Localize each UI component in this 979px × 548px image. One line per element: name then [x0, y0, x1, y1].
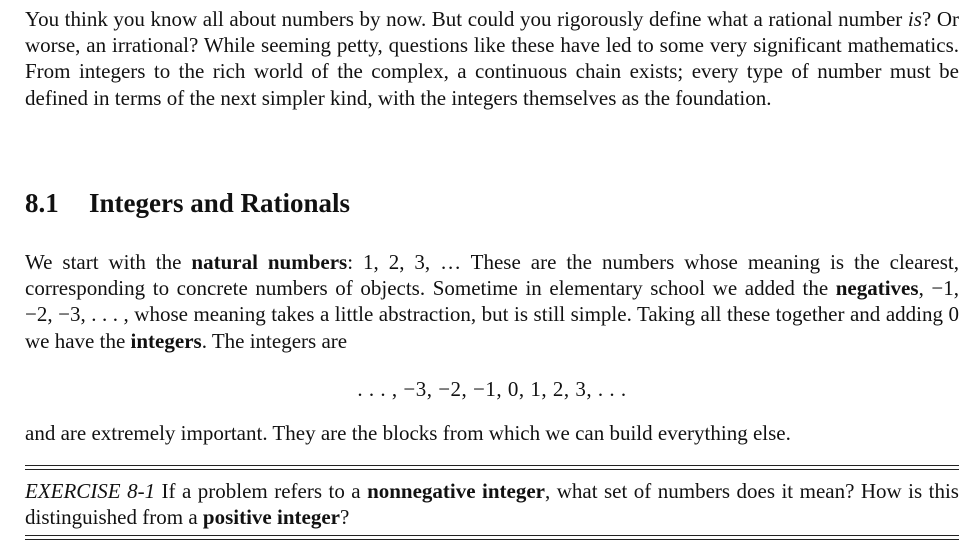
term-positive-integer: positive integer — [202, 505, 340, 530]
term-integers: integers — [130, 328, 202, 353]
building-blocks-paragraph: and are extremely important. They are the blocks from which we can build everything else. — [25, 421, 791, 445]
section-number: 8.1 — [25, 188, 59, 218]
exercise-box — [25, 465, 959, 540]
exercise-text-1: If a problem refers to a — [155, 479, 368, 503]
section-title: Integers and Rationals — [89, 188, 351, 218]
natural-numbers-paragraph — [25, 249, 959, 354]
exercise-text-3: ? — [339, 505, 350, 530]
para2-text-1: We start with the — [25, 250, 192, 274]
exercise-bottom-rule — [25, 535, 959, 540]
intro-paragraph — [25, 6, 959, 111]
para2-text-4: . The integers are — [201, 328, 348, 353]
page — [25, 6, 959, 530]
intro-italic-is: is — [907, 7, 922, 31]
integer-sequence-display: . . . , −3, −2, −1, 0, 1, 2, 3, . . . — [357, 377, 627, 401]
para2-text-3: , −1, −2, −3, . . . , whose meaning takes a little abstraction, but is still simple. Taking all these together and adding 0 we have the — [25, 276, 959, 353]
term-negatives: negatives — [835, 276, 919, 301]
intro-text-2: ? Or worse, an irrational? While seeming petty, questions like these have led to some very significant mathematics. From integers to the rich world of the complex, a continuous chain exists; every type of number must be defined in terms of the next simpler kind, with the integers themselves as the foundation. — [25, 7, 959, 110]
exercise-label: EXERCISE 8-1 — [25, 479, 156, 503]
term-nonnegative-integer: nonnegative integer — [367, 479, 545, 503]
para2-text-2: : 1, 2, 3, … These are the numbers whose meaning is the clearest, corresponding to concrete numbers of objects. Sometime in elementary school we added the — [25, 250, 959, 301]
term-natural-numbers: natural numbers — [191, 250, 348, 274]
intro-text-1: You think you know all about numbers by now. But could you rigorously define what a rational number — [25, 7, 908, 31]
section-heading — [25, 187, 350, 219]
exercise-text-2: , what set of numbers does it mean? How is this distinguished from a — [25, 479, 959, 530]
exercise-text — [25, 470, 959, 535]
